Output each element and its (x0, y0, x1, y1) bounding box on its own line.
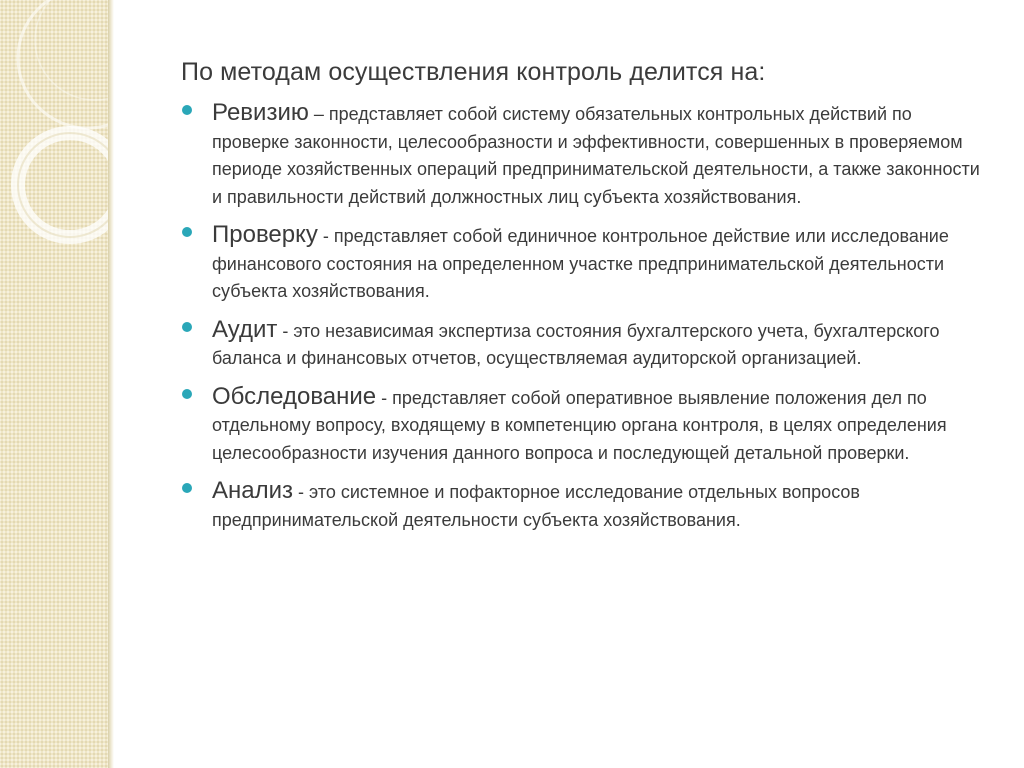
item-term: Аудит (212, 315, 278, 343)
bullet-icon (182, 227, 192, 237)
bullet-icon (182, 483, 192, 493)
item-term: Проверку (212, 221, 318, 248)
side-panel-edge (108, 0, 114, 768)
list-item-survey (181, 383, 981, 468)
bullet-icon (182, 322, 192, 332)
item-description: – представляет собой систему обязательных контрольных действий по проверке законности, целесообразности и эффективности, совершенных в проверяемом периоде хозяйственных операций предпринимательской деятельности, а также законности и правильности действий должностных лиц субъекта хозяйствования. (212, 104, 980, 207)
slide-content (181, 58, 981, 544)
item-description: - представляет собой единичное контрольное действие или исследование финансового состояния на определенном участке предпринимательской деятельности субъекта хозяйствования. (212, 226, 949, 301)
slide-title: По методам осуществления контроль делится на: (181, 58, 766, 86)
item-term: Ревизию (212, 99, 309, 126)
decorative-rings (0, 0, 108, 300)
list-item-revision (181, 99, 981, 211)
item-description: - это системное и пофакторное исследование отдельных вопросов предпринимательской деятельности субъекта хозяйствования. (212, 482, 860, 530)
list-item-inspection (181, 221, 981, 306)
bullet-icon (182, 105, 192, 115)
bullet-icon (182, 389, 192, 399)
list-item-analysis (181, 477, 981, 534)
item-term: Обследование (212, 382, 377, 410)
method-list (181, 99, 981, 534)
item-description: - это независимая экспертиза состояния бухгалтерского учета, бухгалтерского баланса и финансовых отчетов, осуществляемая аудиторской организацией. (212, 320, 940, 368)
item-term: Анализ (212, 477, 294, 504)
item-description: - представляет собой оперативное выявление положения дел по отдельному вопросу, входящему в компетенцию органа контроля, в целях определения целесообразности изучения данного вопроса и последующей детальной проверки. (212, 387, 947, 463)
decorative-side-panel (0, 0, 108, 768)
list-item-audit (181, 316, 981, 373)
